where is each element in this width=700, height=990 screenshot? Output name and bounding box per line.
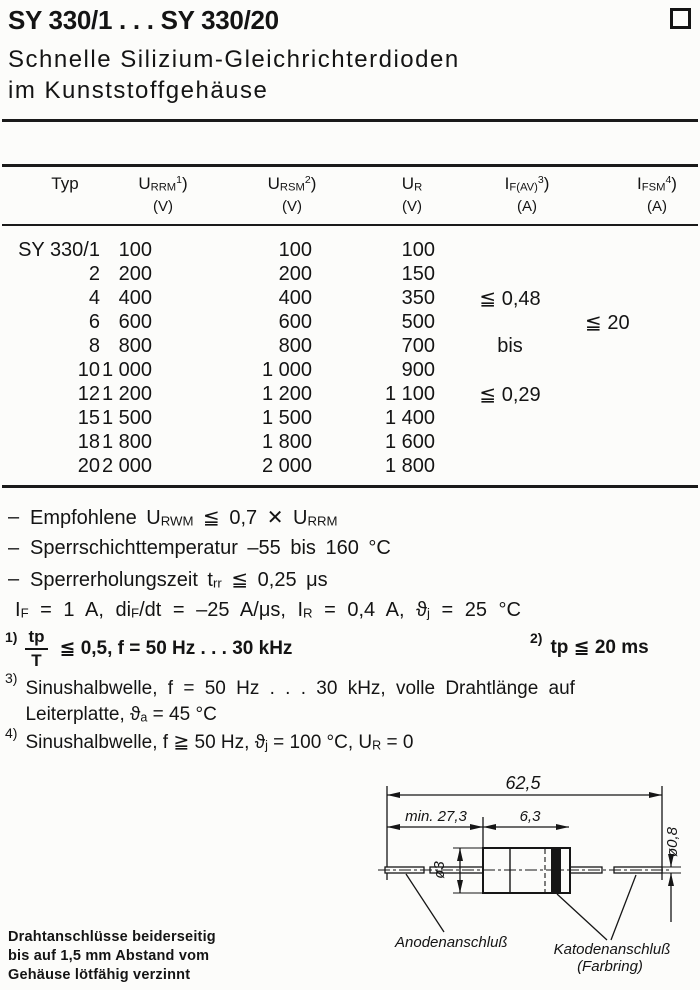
footnote-text: tp ≦ 20 ms [550, 637, 649, 658]
column-unit: (A) [516, 198, 537, 215]
anode-label: Anodenanschluß [395, 934, 508, 951]
cell-ur: 900 [401, 358, 435, 381]
dash-bullet: – [8, 537, 20, 559]
fraction-tp-over-T [25, 628, 47, 670]
cell-ur: 1 400 [384, 406, 435, 429]
footnote-4 [5, 725, 414, 754]
table-row [0, 382, 700, 406]
page-title: SY 330/1 . . . SY 330/20 [8, 5, 279, 35]
note-reverse-recovery [8, 564, 521, 595]
note-text: Sperrschichttemperatur –55 bis 160 °C [30, 537, 391, 559]
cell-typ: 20 [77, 454, 100, 477]
cell-ur: 700 [401, 334, 435, 357]
cell-ursm: 600 [278, 311, 312, 333]
cell-ifav: ≦ 0,48 [479, 288, 541, 310]
cell-urrm: 400 [118, 287, 152, 309]
cell-urrm: 100 [118, 238, 152, 261]
cell-ur: 350 [401, 287, 435, 309]
dimension-body-diameter: ø3 [431, 861, 448, 879]
footnote-text: Sinushalbwelle, f ≧ 50 Hz, $ϑ_j = 100$ °C, $U_R = 0$ [25, 732, 414, 753]
footnote-text: ≦ 0,5, f = 50 Hz . . . 30 kHz [59, 638, 293, 660]
column-header-ursm [268, 174, 317, 215]
note-test-conditions [8, 595, 521, 626]
cell-typ: 4 [88, 287, 100, 309]
cell-ifav: ≦ 0,29 [479, 384, 541, 406]
column-unit: (A) [646, 198, 667, 215]
column-label: $U_R$ [401, 174, 423, 194]
column-label: $U_{RSM}^2$) [267, 174, 317, 194]
table-bottom-border [2, 485, 698, 488]
footnote-text [25, 676, 685, 731]
solder-note-line-1: Drahtanschlüsse beiderseitig [8, 929, 216, 945]
cell-typ: 12 [77, 383, 100, 405]
divider-subtitle [2, 119, 698, 122]
dash-bullet: – [8, 506, 20, 528]
cell-ur: 1 100 [384, 383, 435, 405]
cell-typ: 15 [77, 406, 100, 429]
note-junction-temperature [8, 533, 521, 564]
footnote-marker: 3) [5, 670, 18, 686]
anode-leader-line [406, 874, 444, 932]
dimension-lead-diameter: ø0,8 [664, 826, 681, 858]
table-row [0, 238, 700, 262]
column-header-typ [51, 174, 78, 198]
cell-ursm: 100 [278, 238, 312, 261]
footnote-1 [5, 628, 292, 670]
dimension-min-lead-length: min. 27,3 [405, 808, 467, 825]
footnote-3 [5, 670, 685, 731]
cell-ursm: 400 [278, 287, 312, 309]
corner-box-icon [670, 8, 691, 29]
column-label: Typ [51, 174, 79, 193]
cell-urrm: 200 [118, 262, 152, 285]
cell-ifav: bis [497, 334, 523, 357]
fraction-denominator: T [31, 650, 42, 670]
cell-urrm: 1 500 [101, 406, 152, 429]
cell-ursm: 800 [278, 334, 312, 357]
footnote-2 [530, 630, 649, 659]
note-text: $I_F = 1$ A, $di_F/dt = -25$ A/μs, $I_R = 0,4$ A, $ϑ_j = 25$ °C [15, 599, 521, 621]
package-drawing [340, 770, 700, 990]
table-row [0, 406, 700, 430]
note-text: Empfohlene $U_{RWM}$ ≦ 0,7 ✕ $U_{RRM}$ [30, 507, 338, 529]
cell-urrm: 1 200 [101, 383, 152, 405]
cell-ursm: 1 000 [261, 358, 312, 381]
solder-note [8, 928, 216, 985]
cell-urrm: 600 [118, 311, 152, 333]
cathode-leader-line [611, 875, 636, 940]
table-row [0, 286, 700, 310]
table-top-border [2, 164, 698, 167]
cell-urrm: 1 800 [101, 430, 152, 453]
cell-typ: SY 330/1 [18, 238, 100, 261]
subtitle-line-1: Schnelle Silizium-Gleichrichterdioden [8, 46, 460, 73]
cell-urrm: 1 000 [101, 358, 152, 381]
fraction-numerator: tp [25, 628, 47, 650]
cathode-leader-line [557, 894, 607, 940]
cell-urrm: 800 [118, 334, 152, 357]
column-header-ifsm [637, 174, 677, 215]
table-row [0, 334, 700, 358]
cell-ifsm: ≦ 20 [585, 312, 630, 334]
cell-ur: 100 [401, 238, 435, 261]
column-unit: (V) [153, 198, 173, 215]
table-row [0, 430, 700, 454]
characteristics-notes [8, 502, 521, 626]
cell-ur: 1 600 [384, 430, 435, 453]
cell-ursm: 1 200 [261, 383, 312, 405]
cell-ursm: 200 [278, 262, 312, 285]
solder-note-line-2: bis auf 1,5 mm Abstand vom [8, 948, 210, 964]
cell-typ: 2 [88, 262, 100, 285]
column-unit: (V) [401, 198, 422, 215]
cell-ur: 150 [401, 262, 435, 285]
cell-ur: 500 [401, 311, 435, 333]
table-row [0, 262, 700, 286]
dimension-total-length: 62,5 [505, 773, 541, 793]
cell-ursm: 1 500 [261, 406, 312, 429]
footnote-marker: 2) [530, 630, 543, 646]
column-header-urrm [138, 174, 187, 215]
table-row [0, 310, 700, 334]
cell-ursm: 1 800 [261, 430, 312, 453]
subtitle [8, 44, 460, 106]
dash-bullet: – [8, 568, 20, 590]
cathode-label: Katodenanschluß [553, 941, 671, 958]
table-body [0, 238, 700, 478]
cell-ursm: 2 000 [261, 454, 312, 477]
cathode-label-farbring: (Farbring) [577, 958, 643, 975]
subtitle-line-2: im Kunststoffgehäuse [8, 77, 269, 104]
footnote-marker: 1) [5, 628, 18, 645]
cell-urrm: 2 000 [101, 454, 152, 477]
solder-note-line-3: Gehäuse lötfähig verzinnt [8, 967, 191, 983]
cell-ur: 1 800 [384, 454, 435, 477]
column-label: $U_{RRM}^1$) [138, 174, 188, 194]
footnote-marker: 4) [5, 725, 18, 741]
footnote-line-2: Leiterplatte, $ϑ_a = 45$ °C [25, 704, 217, 725]
cell-typ: 10 [77, 358, 100, 381]
dimension-body-length: 6,3 [519, 808, 541, 825]
table-header [0, 174, 700, 226]
footnote-line-1: Sinushalbwelle, f = 50 Hz . . . 30 kHz, volle Drahtlänge auf [25, 678, 575, 699]
column-header-ur [402, 174, 422, 215]
column-label: $I_{F(AV)}^3$) [504, 174, 550, 194]
cell-typ: 6 [88, 311, 100, 333]
column-header-ifav [505, 174, 550, 215]
column-label: $I_{FSM}^4$) [637, 174, 677, 194]
cell-typ: 18 [77, 430, 100, 453]
table-row [0, 358, 700, 382]
column-unit: (V) [282, 198, 302, 215]
note-text: Sperrerholungszeit $t_{rr}$ ≦ 0,25 μs [30, 569, 328, 591]
cell-typ: 8 [88, 334, 100, 357]
note-urwm [8, 502, 521, 533]
table-row [0, 454, 700, 478]
